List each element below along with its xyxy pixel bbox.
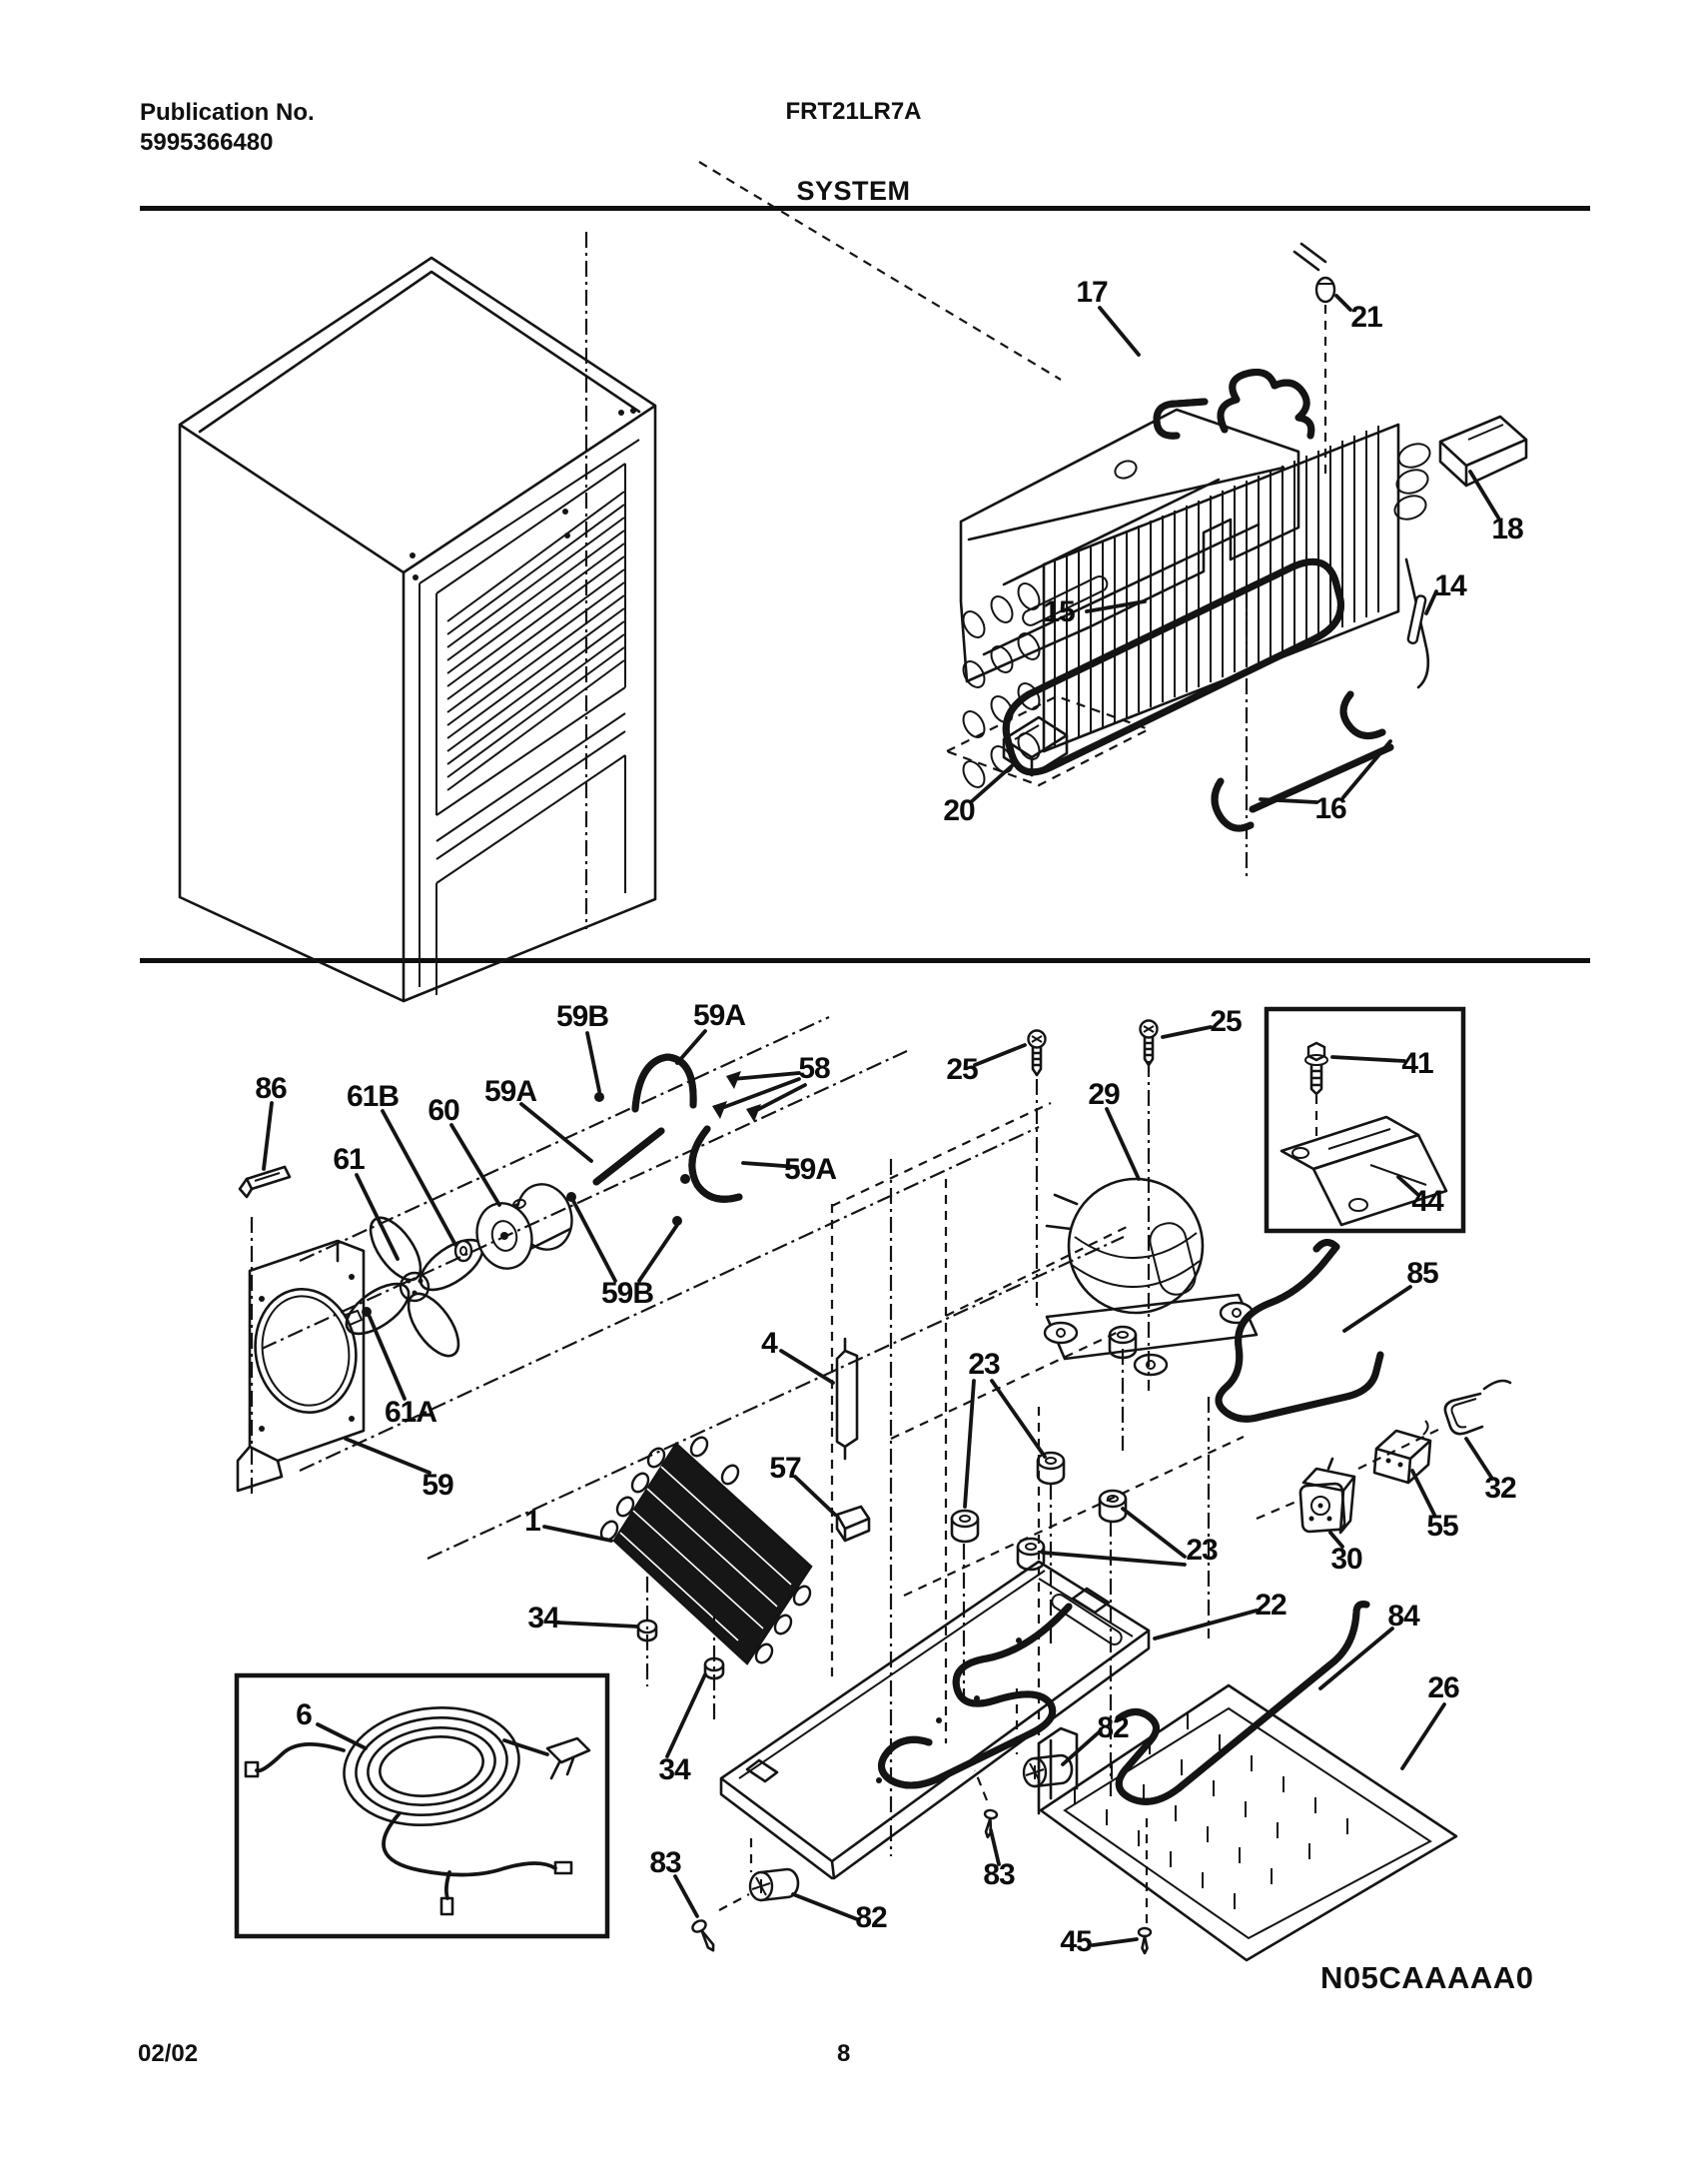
callout-61A: 61A — [384, 1396, 437, 1429]
base-plate-22 — [721, 1562, 1149, 1878]
callout-34-2: 34 — [658, 1753, 690, 1786]
callout-23-1: 23 — [968, 1348, 1000, 1381]
callout-83-1: 83 — [649, 1846, 681, 1879]
callout-86: 86 — [255, 1072, 287, 1105]
callout-84: 84 — [1387, 1600, 1419, 1633]
callout-82-2: 82 — [855, 1901, 887, 1934]
callout-34-1: 34 — [527, 1602, 559, 1635]
drawing-number: N05CAAAAA0 — [1320, 1960, 1534, 1995]
wire-clip-32 — [1445, 1381, 1510, 1434]
relay-30 — [1299, 1459, 1354, 1533]
callout-55: 55 — [1426, 1510, 1458, 1543]
callout-61B: 61B — [346, 1080, 400, 1113]
overload-55 — [1374, 1421, 1430, 1483]
clamp-block-18 — [1440, 417, 1526, 486]
callout-21: 21 — [1350, 301, 1382, 334]
callout-59B-2: 59B — [600, 1277, 654, 1310]
callout-60: 60 — [427, 1094, 459, 1127]
discharge-tube-85 — [1219, 1242, 1380, 1419]
callout-59B-1: 59B — [555, 1000, 609, 1033]
callout-59A-2: 59A — [692, 999, 746, 1032]
callout-16: 16 — [1314, 792, 1346, 825]
callout-41: 41 — [1401, 1047, 1433, 1080]
rollers-82 — [750, 1755, 1072, 1900]
callout-57: 57 — [769, 1452, 801, 1485]
callout-17: 17 — [1076, 276, 1108, 309]
callout-14: 14 — [1434, 569, 1466, 602]
callout-59: 59 — [422, 1469, 453, 1502]
callout-15: 15 — [1043, 595, 1075, 628]
drier-4 — [837, 1339, 857, 1459]
clip-57 — [837, 1507, 869, 1541]
drain-tube-84 — [1119, 1605, 1366, 1802]
callout-58: 58 — [798, 1052, 830, 1085]
callout-83-2: 83 — [983, 1858, 1015, 1891]
callout-20: 20 — [943, 794, 975, 827]
callout-1: 1 — [524, 1505, 540, 1538]
callout-32: 32 — [1484, 1472, 1516, 1505]
mounting-screws-25 — [1029, 1021, 1158, 1076]
publication-label: Publication No. — [140, 99, 315, 126]
footer-date-code: 02/02 — [138, 2040, 199, 2067]
callout-30: 30 — [1330, 1543, 1362, 1576]
page-title: SYSTEM — [796, 176, 911, 206]
callout-29: 29 — [1088, 1078, 1120, 1111]
heat-loop-16 — [1215, 694, 1390, 828]
cabinet — [180, 258, 655, 1001]
callout-44: 44 — [1411, 1185, 1443, 1218]
callout-82-1: 82 — [1097, 1711, 1129, 1744]
thermostat-21 — [1294, 244, 1334, 302]
publication-number: 5995366480 — [140, 129, 274, 156]
callout-18: 18 — [1491, 513, 1523, 546]
callout-25-2: 25 — [1210, 1005, 1242, 1038]
callout-22: 22 — [1255, 1589, 1286, 1622]
callout-45: 45 — [1060, 1925, 1092, 1958]
suction-line-curl — [1157, 373, 1311, 437]
callout-61: 61 — [333, 1143, 365, 1176]
evaporator-bracket-17 — [961, 410, 1298, 681]
callout-26: 26 — [1427, 1671, 1459, 1704]
compressor-29 — [1045, 1179, 1257, 1375]
bracket-86 — [240, 1167, 290, 1197]
callout-59A-3: 59A — [783, 1153, 837, 1186]
callout-85: 85 — [1406, 1257, 1438, 1290]
callout-25-1: 25 — [946, 1053, 978, 1086]
model-number: FRT21LR7A — [785, 98, 922, 125]
callout-23-2: 23 — [1186, 1534, 1218, 1567]
callout-59A-1: 59A — [483, 1075, 537, 1108]
callout-4: 4 — [761, 1327, 777, 1360]
wire-harness-box-6 — [237, 1675, 607, 1936]
fan-shroud-59 — [238, 1241, 366, 1491]
callout-6: 6 — [296, 1698, 312, 1731]
footer-page-number: 8 — [837, 2040, 851, 2067]
